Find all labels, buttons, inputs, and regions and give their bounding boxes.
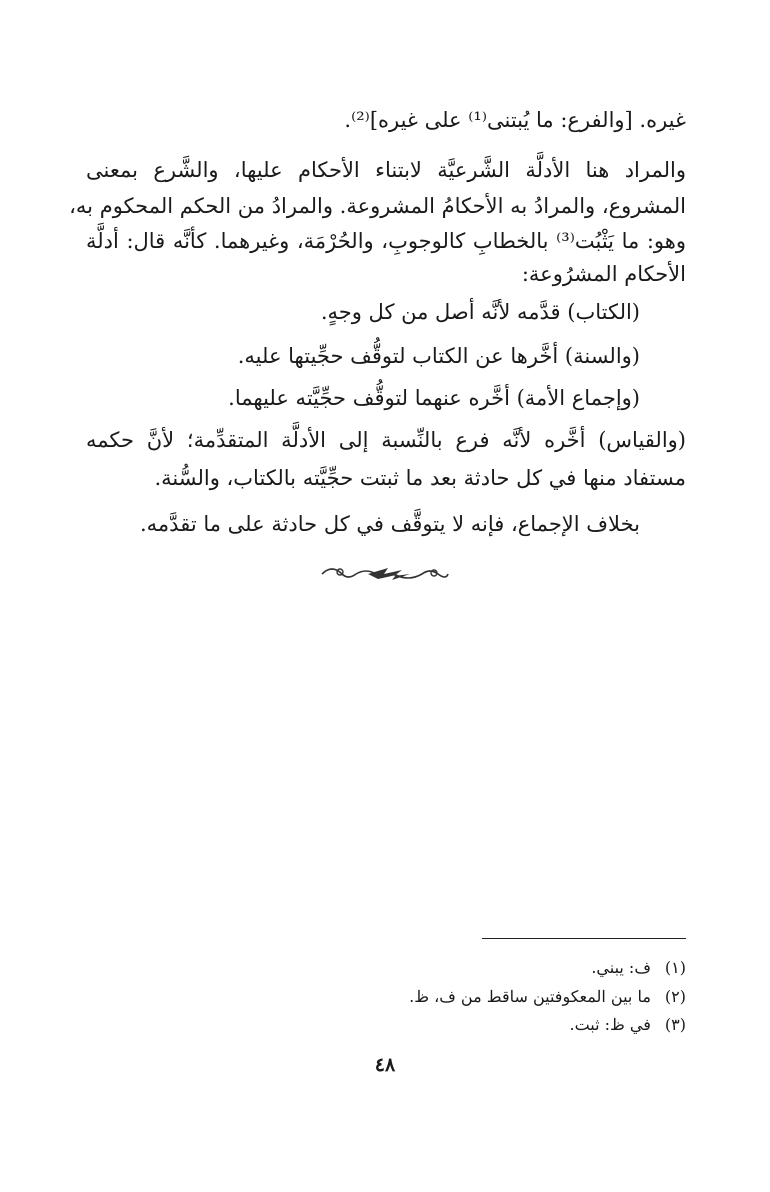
body-line: وهو: ما يَثْبُت⁽³⁾ بالخطابِ كالوجوبِ، والحُرْمَة، وغيرهما. كأنَّه قال: أدلَّة [86, 229, 687, 253]
body-line: (والقياس) أخَّره لأنَّه فرع بالنِّسبة إلى الأدلَّة المتقدِّمة؛ لأنَّ حكمه [86, 428, 686, 452]
body-line: مستفاد منها في كل حادثة بعد ما ثبتت حجِّيَّته بالكتاب، والسُّنة. [154, 466, 686, 490]
body-line: غيره. [والفرع: ما يُبتنى⁽¹⁾ على غيره]⁽²⁾. [344, 108, 686, 132]
body-line: الأحكام المشرُوعة: [521, 262, 686, 286]
footnote-number: (٢) [664, 987, 686, 1006]
body-line: والمراد هنا الأدلَّة الشَّرعيَّة لابتناء الأحكام عليها، والشَّرع بمعنى [86, 158, 686, 182]
footnote-item [591, 958, 686, 977]
body-line: (الكتاب) قدَّمه لأنَّه أصل من كل وجهٍ. [320, 300, 640, 324]
body-line: بخلاف الإجماع، فإنه لا يتوقَّف في كل حادثة على ما تقدَّمه. [139, 512, 640, 536]
footnote-text: في ظ: ثبت. [569, 1015, 651, 1034]
body-line: (وإجماع الأمة) أخَّره عنهما لتوقُّف حجِّيَّته عليهما. [228, 386, 640, 410]
footnote-text: ف: يبني. [591, 958, 651, 977]
footnote-divider [482, 938, 686, 939]
body-line: المشروع، والمرادُ به الأحكامُ المشروعة. والمرادُ من الحكم المحكوم به، [69, 194, 686, 218]
body-line: (والسنة) أخَّرها عن الكتاب لتوقُّف حجِّيتها عليه. [237, 344, 640, 368]
decorative-ornament-icon [318, 562, 452, 586]
footnote-item [569, 1015, 686, 1034]
page-number: ٤٨ [374, 1054, 396, 1076]
footnote-item [409, 987, 686, 1006]
footnote-text: ما بين المعكوفتين ساقط من ف، ظ. [409, 987, 651, 1006]
footnote-number: (١) [664, 958, 686, 977]
footnote-number: (٣) [664, 1015, 686, 1034]
